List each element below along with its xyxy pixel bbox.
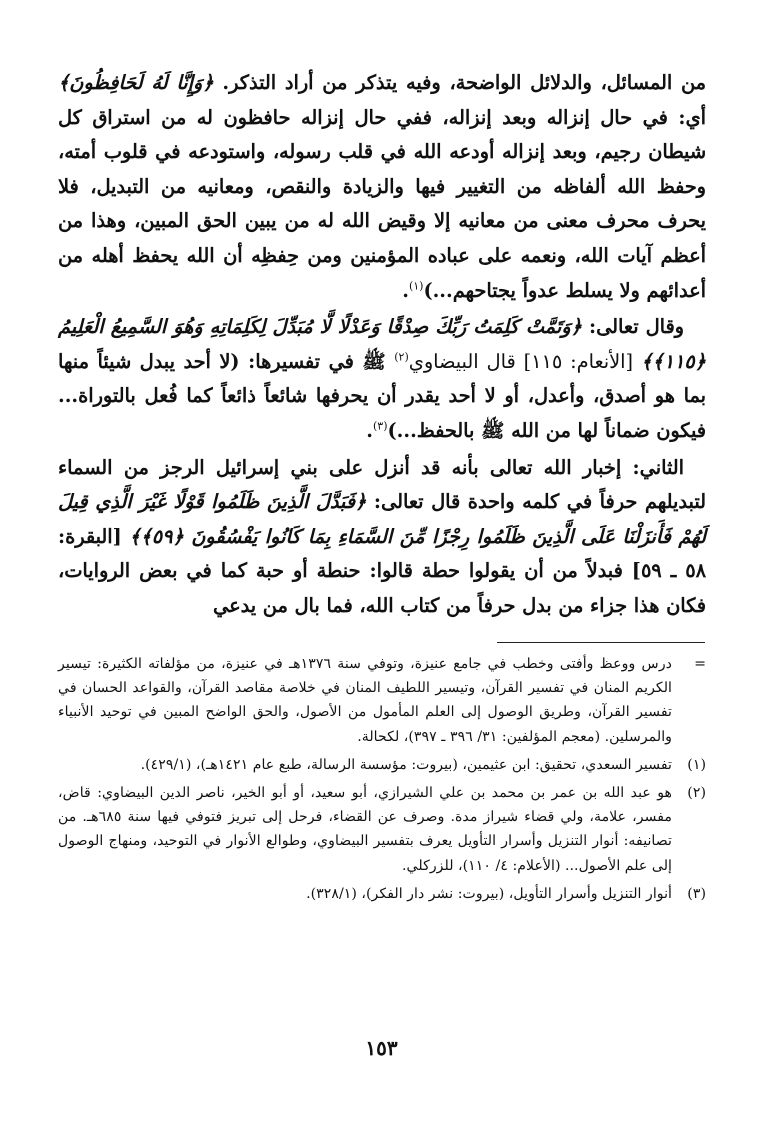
- text-run: .: [366, 418, 373, 442]
- footnote-divider: [497, 642, 705, 643]
- footnote-ref-2: (٢): [394, 350, 409, 364]
- footnotes: [58, 652, 706, 906]
- footnote-text: تفسير السعدي، تحقيق: ابن عثيمين، (بيروت: مؤسسة الرسالة، طبع عام ١٤٢١هـ)، (٤٢٩/١).: [140, 756, 672, 773]
- quran-verse: ﴿وَإِنَّا لَهُ لَحَافِظُونَ﴾: [58, 71, 214, 94]
- footnote-mark: (١): [687, 756, 706, 773]
- footnote-mark: (٢): [687, 785, 706, 802]
- text-run: ﷺ في تفسيرها: (لا أحد يبدل شيئاً منها بما هو أصدق، وأعدل، أو لا أحد يقدر أن يحرفها شائعاً ذائعاً كما فُعل بالتوراة... فيكون ضماناً لها من الله ﷺ بالحفظ...): [58, 349, 706, 442]
- footnote-3: [58, 882, 706, 906]
- text-run: من المسائل، والدلائل الواضحة، وفيه يتذكر من أراد التذكر.: [213, 71, 707, 94]
- paragraph-1: [58, 66, 706, 308]
- verse-reference: [الأنعام: ١١٥]: [515, 349, 641, 373]
- footnote-text: درس ووعظ وأفتى وخطب في جامع عنيزة، وتوفي سنة ١٣٧٦هـ في عنيزة، من مؤلفاته الكثيرة: تيسير الكريم المنان في تفسير القرآن، وتيسير اللطيف المنان في خلاصة مقاصد القرآن، والقواعد الحسان في تفسير القرآن، وطريق الوصول إلى العلم المأمول من الأصول، والحق الواضح المبين في توحيد الأنبياء والمرسلين. (معجم المؤلفين: ٣١/ ٣٩٦ ـ ٣٩٧)، لكحالة.: [58, 656, 672, 745]
- footnote-ref-3: (٣): [373, 419, 388, 433]
- paragraph-2: [58, 310, 706, 448]
- quran-verse: ﴿وَتَمَّتْ كَلِمَتُ رَبِّكَ صِدْقًا وَعَدْلًا لَّا مُبَدِّلَ لِكَلِمَاتِهِ وَهُوَ السَّمِيعُ الْعَلِيمُ ﴿١١٥﴾﴾: [58, 315, 706, 373]
- footnote-2: [58, 781, 706, 878]
- footnote-mark: =: [694, 656, 706, 672]
- footnote-ref-1: (١): [408, 279, 424, 293]
- text-run: أي: في حال إنزاله وبعد إنزاله، ففي حال إنزاله حافظون له من استراق كل شيطان رجيم، وبعد إنزاله أودعه الله في قلب رسوله، واستودعه في قلوب أمته، وحفظ الله ألفاظه من التغيير فيها والزيادة والنقص، ومعانيه من التبديل، فلا يحرف محرف معنى من معانيه إلا وقيض الله له من يبين الحق المبين، وهذا من أعظم آيات الله، ونعمه على عباده المؤمنين ومن حِفظِه أن الله يحفظ أهله من أعدائهم ولا يسلط عدواً يجتاحهم...): [58, 105, 706, 302]
- footnote-mark: (٣): [687, 885, 706, 902]
- page-number: ١٥٣: [365, 1036, 398, 1060]
- text-run: قال البيضاوي: [408, 349, 516, 373]
- main-text: [58, 66, 706, 624]
- text-run: الثاني: إخبار الله تعالى بأنه قد أنزل على بني إسرائيل الرجز من السماء لتبديلهم حرفاً في كلمه واحدة قال تعالى:: [58, 455, 707, 514]
- text-run: وقال تعالى:: [581, 315, 684, 339]
- footnote-1: [58, 753, 706, 777]
- footnote-text: أنوار التنزيل وأسرار التأويل، (بيروت: نشر دار الفكر)، (٣٢٨/١).: [306, 885, 672, 902]
- text-run: .: [402, 278, 409, 302]
- text-run: [البقرة: ٥٨ ـ ٥٩] فبدلاً من أن يقولوا حطة قالوا: حنطة أو حبة كما في بعض الروايات، فكان هذا جزاء من بدل حرفاً من كتاب الله، فما بال من يدعي: [58, 524, 706, 617]
- footnote-continued: [58, 652, 706, 749]
- footnote-text: هو عبد الله بن عمر بن محمد بن علي الشيرازي، أبو سعيد، أو أبو الخير، ناصر الدين البيضاوي: قاض، مفسر، علامة، ولي قضاء شيراز مدة. وصرف عن القضاء، فرحل إلى تبريز فتوفي فيها سنة ٦٨٥هـ. من تصانيفه: أنوار التنزيل وأسرار التأويل يعرف بتفسير البيضاوي، وطوالع الأنوار في التوحيد، ومنهاج الوصول إلى علم الأصول... (الأعلام: ٤/ ١١٠)، للزركلي.: [58, 785, 672, 874]
- quran-verse: ﴿فَبَدَّلَ الَّذِينَ ظَلَمُوا قَوْلًا غَيْرَ الَّذِي قِيلَ لَهُمْ فَأَنزَلْنَا عَلَى الَّذِينَ ظَلَمُوا رِجْزًا مِّنَ السَّمَاءِ بِمَا كَانُوا يَفْسُقُونَ ﴿٥٩﴾﴾: [58, 490, 706, 548]
- paragraph-3: [58, 451, 706, 624]
